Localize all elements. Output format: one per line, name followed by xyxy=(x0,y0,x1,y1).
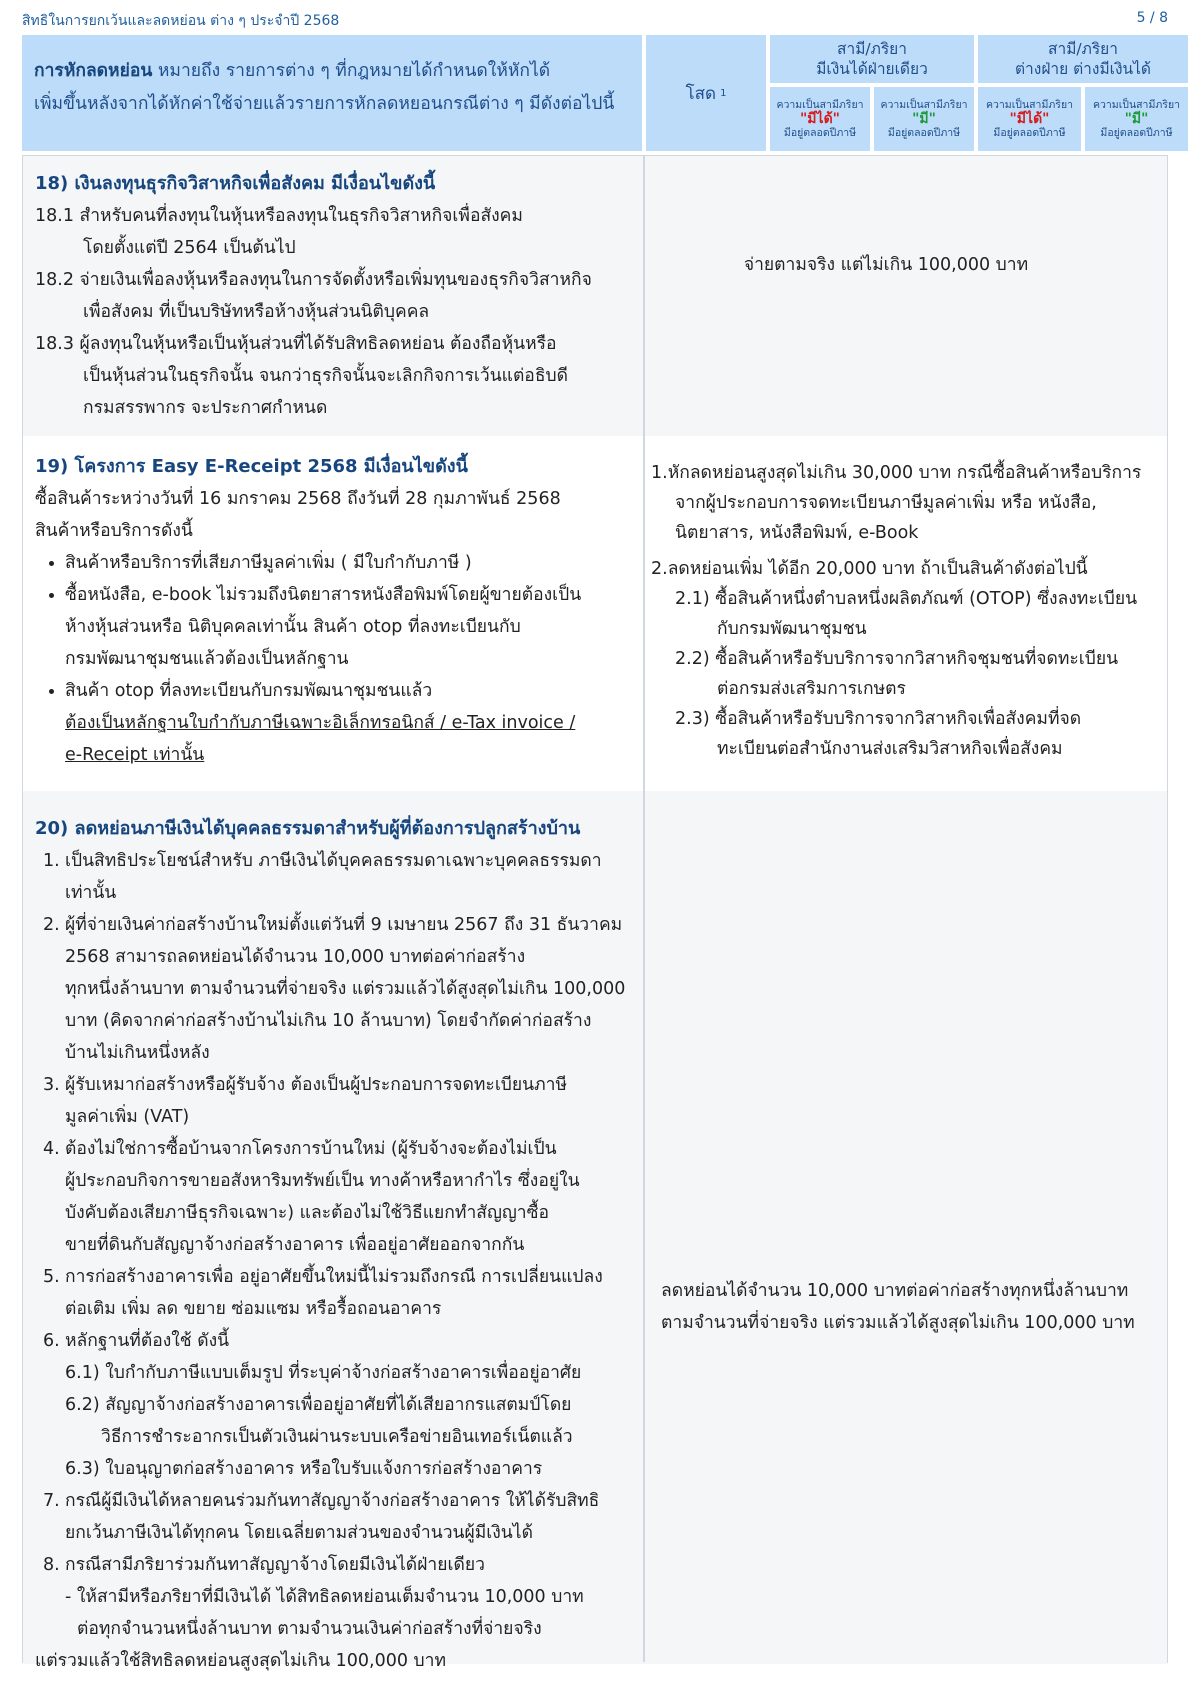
row-20 xyxy=(23,791,1167,1671)
sub-top-text: ความเป็นสามีภริยา xyxy=(776,99,864,111)
list-item xyxy=(35,1261,643,1325)
row-19-right-line: 1.หักลดหย่อนสูงสุดไม่เกิน 30,000 บาท กรณีซื้อสินค้าหรือบริการ xyxy=(651,463,1142,483)
row-19-right-line: ต่อกรมส่งเสริมการเกษตร xyxy=(717,679,906,699)
row-19-right-line: 2.2) ซื้อสินค้าหรือรับบริการจากวิสาหกิจชุมชนที่จดทะเบียน xyxy=(675,649,1119,669)
list-line: ยกเว้นภาษีเงินได้ทุกคน โดยเฉลี่ยตามส่วนของจำนวนผู้มีเงินได้ xyxy=(65,1523,533,1543)
row-19-right-line: ทะเบียนต่อสำนักงานส่งเสริมวิสาหกิจเพื่อสังคม xyxy=(717,739,1063,759)
list-sub-line: วิธีการชำระอากรเป็นตัวเงินผ่านระบบเครือข่ายอินเทอร์เน็ตแล้ว xyxy=(101,1427,573,1447)
sub-bottom-text: มีอยู่ตลอดปีภาษี xyxy=(783,127,857,139)
list-line: ผู้ที่จ่ายเงินค่าก่อสร้างบ้านใหม่ตั้งแต่วันที่ 9 เมษายน 2567 ถึง 31 ธันวาคม xyxy=(65,915,623,935)
sub-bottom-text: มีอยู่ตลอดปีภาษี xyxy=(1100,127,1173,139)
bullet-text: ซื้อหนังสือ, e-book ไม่รวมถึงนิตยาสารหนังสือพิมพ์โดยผู้ขายต้องเป็น xyxy=(65,585,582,605)
list-number: 8. xyxy=(43,1555,60,1575)
list-number: 4. xyxy=(43,1139,60,1159)
list-item xyxy=(35,1325,643,1485)
header-group2-line1: สามี/ภริยา xyxy=(1048,40,1118,58)
header-sub-g2-had xyxy=(978,87,1081,151)
row-20-right-line: ตามจำนวนที่จ่ายจริง แต่รวมแล้วได้สูงสุดไม่เกิน 100,000 บาท xyxy=(661,1313,1135,1333)
list-line: ต่อเติม เพิ่ม ลด ขยาย ซ่อมแซม หรือรื้อถอนอาคาร xyxy=(65,1299,442,1319)
row-19-conditions xyxy=(23,436,643,771)
page-number: 5 / 8 xyxy=(1136,10,1168,26)
list-line: ขายที่ดินกับสัญญาจ้างก่อสร้างอาคาร เพื่ออยู่อาศัยออกจากกัน xyxy=(65,1235,525,1255)
sub-had-text: "มีได้" xyxy=(1009,111,1050,127)
row-19-amount xyxy=(645,436,1167,764)
row-19-bullets xyxy=(35,547,643,771)
list-line: เท่านั้น xyxy=(65,883,117,903)
row-19-title: 19) โครงการ Easy E-Receipt 2568 มีเงื่อนไขดังนี้ xyxy=(35,456,468,477)
row-18-line: โดยตั้งแต่ปี 2564 เป็นต้นไป xyxy=(83,238,296,258)
row-19-right-line: 2.ลดหย่อนเพิ่ม ได้อีก 20,000 บาท ถ้าเป็นสินค้าดังต่อไปนี้ xyxy=(651,559,1088,579)
list-number: 5. xyxy=(43,1267,60,1287)
list-line: - ให้สามีหรือภริยาที่มีเงินได้ ได้สิทธิลดหย่อนเต็มจำนวน 10,000 บาท xyxy=(65,1587,584,1607)
header-group1-line2: มีเงินได้ฝ่ายเดียว xyxy=(816,60,928,78)
list-line: ทุกหนึ่งล้านบาท ตามจำนวนที่จ่ายจริง แต่รวมแล้วได้สูงสุดไม่เกิน 100,000 xyxy=(65,979,626,999)
row-18-line: กรมสรรพากร จะประกาศกำหนด xyxy=(83,398,328,418)
list-number: 2. xyxy=(43,915,60,935)
row-18 xyxy=(23,156,1167,436)
bullet-text-underlined: e-Receipt เท่านั้น xyxy=(65,745,205,765)
list-sub-line: 6.2) สัญญาจ้างก่อสร้างอาคารเพื่ออยู่อาศัยที่ได้เสียอากรแสตมป์โดย xyxy=(65,1395,572,1415)
list-line: 2568 สามารถลดหย่อนได้จำนวน 10,000 บาทต่อค่าก่อสร้าง xyxy=(65,947,526,967)
header-desc-line1: หมายถึง รายการต่าง ๆ ที่กฎหมายได้กำหนดให้หักได้ xyxy=(152,61,551,81)
row-18-line: 18.2 จ่ายเงินเพื่อลงหุ้นหรือลงทุนในการจัดตั้งหรือเพิ่มทุนของธุรกิจวิสาหกิจ xyxy=(35,270,592,290)
bullet-item xyxy=(65,579,643,675)
header-group-one-income xyxy=(770,35,974,83)
list-line: แต่รวมแล้วใช้สิทธิลดหย่อนสูงสุดไม่เกิน 100,000 บาท xyxy=(35,1651,447,1671)
row-18-line: เพื่อสังคม ที่เป็นบริษัทหรือห้างหุ้นส่วนนิติบุคคล xyxy=(83,302,430,322)
list-line: บาท (คิดจากค่าก่อสร้างบ้านไม่เกิน 10 ล้านบาท) โดยจำกัดค่าก่อสร้าง xyxy=(65,1011,592,1031)
row-20-right-line: ลดหย่อนได้จำนวน 10,000 บาทต่อค่าก่อสร้างทุกหนึ่งล้านบาท xyxy=(661,1281,1129,1301)
list-line: กรณีสามีภริยาร่วมกันทาสัญญาจ้างโดยมีเงินได้ฝ่ายเดียว xyxy=(65,1555,485,1575)
row-20-amount xyxy=(645,791,1167,1339)
list-item xyxy=(35,1133,643,1261)
list-item xyxy=(35,1069,643,1133)
header-group2-line2: ต่างฝ่าย ต่างมีเงินได้ xyxy=(1014,60,1151,78)
row-19-line: ซื้อสินค้าระหว่างวันที่ 16 มกราคม 2568 ถึงวันที่ 28 กุมภาพันธ์ 2568 xyxy=(35,489,561,509)
header-desc-bold: การหักลดหย่อน xyxy=(34,61,153,81)
list-sub-line: 6.1) ใบกำกับภาษีแบบเต็มรูป ที่ระบุค่าจ้างก่อสร้างอาคารเพื่ออยู่อาศัย xyxy=(65,1363,582,1383)
page-header xyxy=(22,10,1168,32)
deduction-table xyxy=(22,155,1168,1671)
row-19-right-line: กับกรมพัฒนาชุมชน xyxy=(717,619,867,639)
row-19-line: สินค้าหรือบริการดังนี้ xyxy=(35,521,193,541)
sub-has-text: "มี" xyxy=(1124,111,1149,127)
column-divider xyxy=(643,156,645,1662)
bullet-text-underlined: ต้องเป็นหลักฐานใบกำกับภาษีเฉพาะอิเล็กทรอนิกส์ / e-Tax invoice / xyxy=(65,713,576,733)
list-item xyxy=(35,909,643,1069)
row-18-line: 18.1 สำหรับคนที่ลงทุนในหุ้นหรือลงทุนในธุรกิจวิสาหกิจเพื่อสังคม xyxy=(35,206,523,226)
table-header xyxy=(22,35,1180,151)
list-line: การก่อสร้างอาคารเพื่อ อยู่อาศัยขึ้นใหม่นี้ไม่รวมถึงกรณี การเปลี่ยนแปลง xyxy=(65,1267,603,1287)
list-number: 1. xyxy=(43,851,60,871)
list-number: 3. xyxy=(43,1075,60,1095)
header-description xyxy=(22,35,642,151)
sub-top-text: ความเป็นสามีภริยา xyxy=(1092,99,1180,111)
bullet-text: กรมพัฒนาชุมชนแล้วต้องเป็นหลักฐาน xyxy=(65,649,349,669)
header-single-footnote: 1 xyxy=(720,87,727,99)
bullet-item xyxy=(65,547,643,579)
bullet-text: สินค้าหรือบริการที่เสียภาษีมูลค่าเพิ่ม ( มีใบกำกับภาษี ) xyxy=(65,553,472,573)
header-sub-g1-has xyxy=(874,87,974,151)
row-19-right-line: 2.3) ซื้อสินค้าหรือรับบริการจากวิสาหกิจเพื่อสังคมที่จด xyxy=(675,709,1082,729)
sub-bottom-text: มีอยู่ตลอดปีภาษี xyxy=(887,127,961,139)
sub-bottom-text: มีอยู่ตลอดปีภาษี xyxy=(993,127,1066,139)
row-18-amount xyxy=(645,156,1167,278)
row-20-title: 20) ลดหย่อนภาษีเงินได้บุคคลธรรมดาสำหรับผู้ที่ต้องการปลูกสร้างบ้าน xyxy=(35,818,581,839)
row-18-line: เป็นหุ้นส่วนในธุรกิจนั้น จนกว่าธุรกิจนั้นจะเลิกกิจการเว้นแต่อธิบดี xyxy=(83,366,568,386)
header-sub-g1-had xyxy=(770,87,870,151)
row-18-title: 18) เงินลงทุนธุรกิจวิสาหกิจเพื่อสังคม มีเงื่อนไขดังนี้ xyxy=(35,173,436,194)
list-number: 6. xyxy=(43,1331,60,1351)
row-19 xyxy=(23,436,1167,791)
sub-top-text: ความเป็นสามีภริยา xyxy=(880,99,968,111)
header-single xyxy=(646,35,766,151)
bullet-text: ห้างหุ้นส่วนหรือ นิติบุคคลเท่านั้น สินค้า otop ที่ลงทะเบียนกับ xyxy=(65,617,521,637)
row-20-list xyxy=(35,845,643,1677)
list-number: 7. xyxy=(43,1491,60,1511)
bullet-text: สินค้า otop ที่ลงทะเบียนกับกรมพัฒนาชุมชนแล้ว xyxy=(65,681,433,701)
row-19-right-line: จากผู้ประกอบการจดทะเบียนภาษีมูลค่าเพิ่ม หรือ หนังสือ, xyxy=(675,493,1097,513)
list-line: ต่อทุกจำนวนหนึ่งล้านบาท ตามจำนวนเงินค่าก่อสร้างที่จ่ายจริง xyxy=(77,1619,542,1639)
header-sub-g2-has xyxy=(1085,87,1188,151)
list-line: เป็นสิทธิประโยชน์สำหรับ ภาษีเงินได้บุคคลธรรมดาเฉพาะบุคคลธรรมดา xyxy=(65,851,602,871)
header-group-both-income xyxy=(978,35,1188,83)
row-18-amount-text: จ่ายตามจริง แต่ไม่เกิน 100,000 บาท xyxy=(743,255,1029,275)
list-item xyxy=(35,845,643,909)
list-line: ผู้รับเหมาก่อสร้างหรือผู้รับจ้าง ต้องเป็นผู้ประกอบการจดทะเบียนภาษี xyxy=(65,1075,568,1095)
list-line: ต้องไม่ใช่การซื้อบ้านจากโครงการบ้านใหม่ (ผู้รับจ้างจะต้องไม่เป็น xyxy=(65,1139,557,1159)
list-sub-line: 6.3) ใบอนุญาตก่อสร้างอาคาร หรือใบรับแจ้งการก่อสร้างอาคาร xyxy=(65,1459,543,1479)
row-18-conditions xyxy=(23,156,643,424)
list-item xyxy=(35,1549,643,1677)
row-18-line: 18.3 ผู้ลงทุนในหุ้นหรือเป็นหุ้นส่วนที่ได้รับสิทธิลดหย่อน ต้องถือหุ้นหรือ xyxy=(35,334,557,354)
list-item xyxy=(35,1485,643,1549)
header-single-label: โสด xyxy=(685,83,717,104)
sub-had-text: "มีได้" xyxy=(800,111,840,127)
row-20-conditions xyxy=(23,791,643,1677)
bullet-item xyxy=(65,675,643,771)
row-19-right-line: นิตยาสาร, หนังสือพิมพ์, e-Book xyxy=(675,523,919,543)
list-line: หลักฐานที่ต้องใช้ ดังนี้ xyxy=(65,1331,230,1351)
sub-has-text: "มี" xyxy=(912,111,936,127)
list-line: บ้านไม่เกินหนึ่งหลัง xyxy=(65,1043,210,1063)
list-line: มูลค่าเพิ่ม (VAT) xyxy=(65,1107,190,1127)
sub-top-text: ความเป็นสามีภริยา xyxy=(985,99,1073,111)
list-line: ผู้ประกอบกิจการขายอสังหาริมทรัพย์เป็น ทางค้าหรือหากำไร ซึ่งอยู่ใน xyxy=(65,1171,580,1191)
header-group1-line1: สามี/ภริยา xyxy=(837,40,907,58)
document-title: สิทธิในการยกเว้นและลดหย่อน ต่าง ๆ ประจำปี 2568 xyxy=(22,13,340,29)
row-19-right-line: 2.1) ซื้อสินค้าหนึ่งตำบลหนึ่งผลิตภัณฑ์ (OTOP) ซึ่งลงทะเบียน xyxy=(675,589,1138,609)
list-line: กรณีผู้มีเงินได้หลายคนร่วมกันทาสัญญาจ้างก่อสร้างอาคาร ให้ได้รับสิทธิ xyxy=(65,1491,600,1511)
header-desc-line2: เพิ่มขึ้นหลังจากได้หักค่าใช้จ่ายแล้วรายการหักลดหยอนกรณีต่าง ๆ มีดังต่อไปนี้ xyxy=(34,94,615,114)
list-line: บังคับต้องเสียภาษีธุรกิจเฉพาะ) และต้องไม่ใช้วิธีแยกทำสัญญาซื้อ xyxy=(65,1203,549,1223)
